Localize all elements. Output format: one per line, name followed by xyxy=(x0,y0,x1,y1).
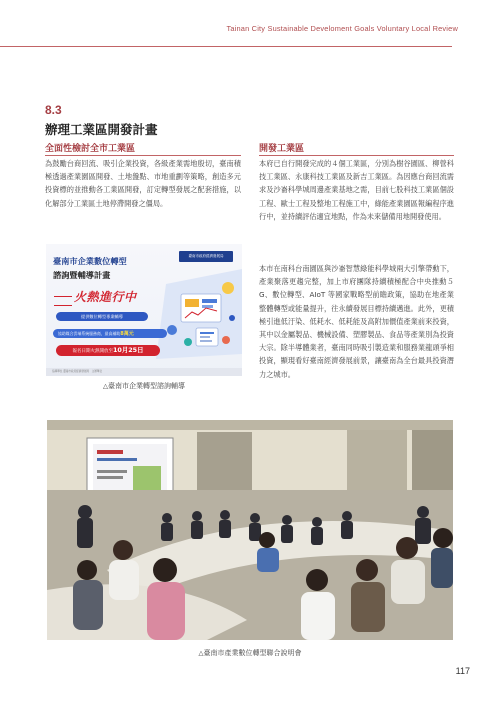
meeting-photo xyxy=(47,420,453,640)
left-subtitle: 全面性檢討全市工業區 xyxy=(45,144,136,154)
header-rule xyxy=(0,46,452,47)
poster-caption xyxy=(46,381,242,391)
right-paragraph-1: 本府已自行開發完成的４個工業區，分別為樹谷園區、柳營科技工業區、永康科技工業區及新吉工業區。為因應台商回流需求及沙崙科學城周邊產業基地之需，目前七股科技工業區個設工程、歐士工程及整地工程施工中，綠能產業園區報編程序進行中，並持續評估適宜地點，作為未來儲備用地開發使用。 xyxy=(259,159,454,221)
left-paragraph: 為鼓勵台商回流、吸引企業投資，各級產業需地殷切，臺南積極透過產業園區開發、土地盤點、市地重劃等策略，創造多元投資標的並推動各工業區開發，訂定轉型發展之配套措施，以化解部分工業區土地停滯開發之僵局。 xyxy=(45,159,241,208)
photo-caption-text: 臺南市產業數位轉型聯合說明會 xyxy=(203,649,302,657)
triangle-icon: △ xyxy=(103,382,108,390)
left-subtitle-rule xyxy=(45,155,241,156)
poster-pill-3-text: 報名日期火熱開放至 xyxy=(72,349,113,354)
poster-speed-lines xyxy=(54,296,72,306)
right-paragraph-2: 本市在南科台南園區與沙崙智慧綠能科學城兩大引擎帶動下，產業聚落更趨完整，加上市府團隊持續積極配合中央推動５G、數位轉型、AIoT 等國家戰略型前瞻政策，協助在地產業整體轉型或能量提升，往永續發展目標持續邁進。此外，更積極引進低汙染、低耗水、低耗能及高附加價值產業前來投資，其中以金屬製品、機械設備、塑膠製品、食品等產業別為投資大宗。除半導體業者，臺南同時吸引製造業和服務業龍頭爭相投資，顯現看好臺南經濟發展前景，讓臺南為全台最具投資潛力之城市。 xyxy=(259,264,454,379)
poster-image xyxy=(46,244,242,376)
triangle-icon: △ xyxy=(198,649,204,657)
poster-title-line2: 諮詢暨輔導計畫 xyxy=(53,270,111,280)
section-title: 辦理工業區開發計畫 xyxy=(45,122,158,137)
right-subtitle: 開發工業區 xyxy=(259,144,305,154)
meeting-photo-illustration xyxy=(47,420,453,640)
poster-footer: 指導單位 臺南市政府經濟發展局 主辦單位 xyxy=(46,368,242,376)
poster-pill-1: 提供數位轉型專業輔導 xyxy=(56,312,148,321)
running-header: Tainan City Sustainable Develoment Goals Voluntary Local Review xyxy=(226,24,458,33)
page-number: 117 xyxy=(455,666,470,676)
poster-pill-2-amount: 8萬元 xyxy=(120,331,134,337)
poster-title-line1: 臺南市企業數位轉型 xyxy=(53,256,127,266)
poster-headline: 火熱進行中 xyxy=(74,290,137,304)
right-subtitle-rule xyxy=(259,155,454,156)
poster-caption-text: 臺南市企業轉型諮詢輔導 xyxy=(108,382,185,390)
poster-pill-2 xyxy=(53,329,167,338)
poster-pill-2-text: 協助媒合雲端系統服務商，最高補助 xyxy=(58,331,121,336)
photo-caption xyxy=(47,648,453,658)
poster-badge: 臺南市政府經濟發展局 xyxy=(179,251,233,262)
section-number: 8.3 xyxy=(45,103,62,117)
poster-pill-3-date: 10月25日 xyxy=(112,346,144,354)
poster-pill-3 xyxy=(56,345,160,356)
